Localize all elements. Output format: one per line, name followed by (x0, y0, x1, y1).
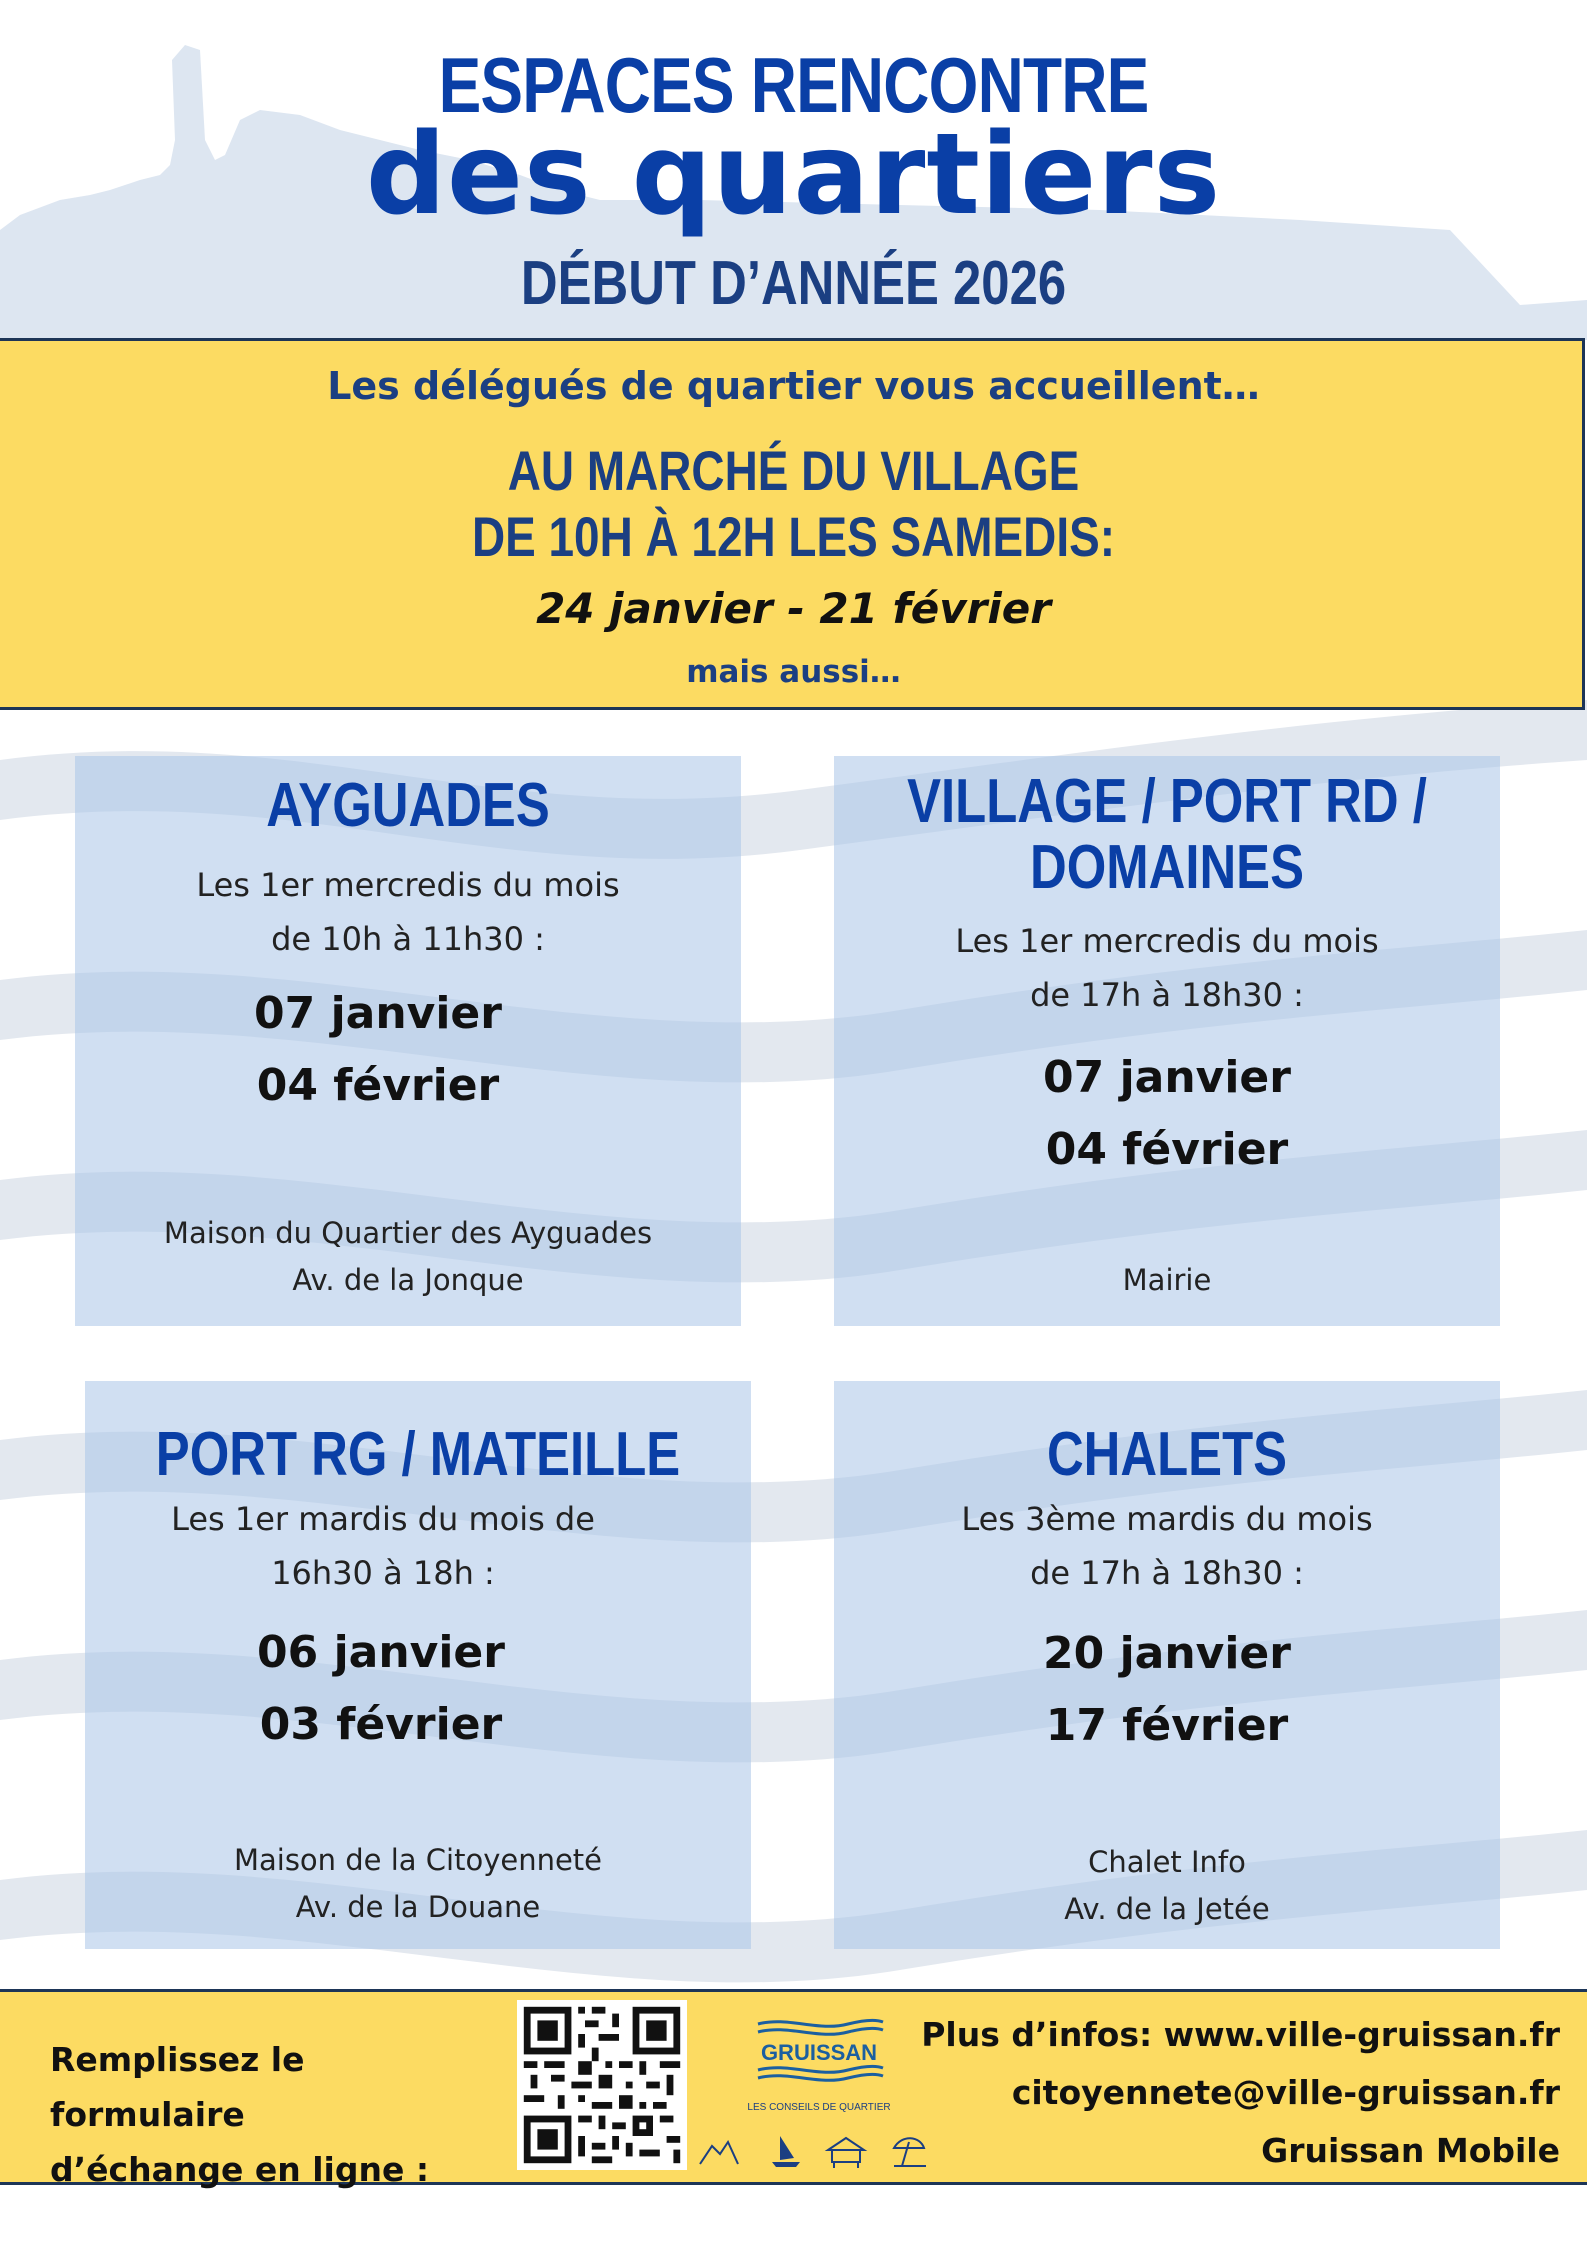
card-date-1: 07 janvier (254, 988, 502, 1039)
card-schedule-1: Les 3ème mardis du mois (961, 1500, 1373, 1538)
card-schedule-1: Les 1er mardis du mois de (171, 1500, 595, 1538)
card-port-rg-mateille (85, 1381, 751, 1949)
card-place-2: Av. de la Douane (295, 1890, 541, 1924)
card-title: CHALETS (1046, 1420, 1288, 1489)
card-place-1: Chalet Info (1088, 1845, 1246, 1879)
card-date-2: 04 février (1045, 1124, 1289, 1175)
card-title: VILLAGE / PORT RD / (907, 767, 1427, 836)
card-place-2: Av. de la Jetée (1064, 1892, 1270, 1926)
subtitle: DÉBUT D’ANNÉE 2026 (520, 249, 1067, 318)
logo-name: GRUISSAN (760, 2040, 878, 2065)
card-title: AYGUADES (266, 771, 550, 840)
mountain-icon (700, 2142, 738, 2164)
form-line-2: d’échange en ligne : (50, 2150, 430, 2189)
market-dates: 24 janvier - 21 février (536, 584, 1051, 633)
market-more: mais aussi… (686, 654, 901, 690)
card-schedule-1: Les 1er mercredis du mois (196, 866, 620, 904)
card-schedule-2: de 10h à 11h30 : (271, 920, 545, 958)
card-title-2: DOMAINES (1029, 833, 1304, 902)
logo-tagline: LES CONSEILS DE QUARTIER (747, 2102, 891, 2113)
card-title: PORT RG / MATEILLE (155, 1420, 681, 1489)
market-intro: Les délégués de quartier vous accueillent… (327, 364, 1260, 408)
card-date-2: 03 février (259, 1699, 503, 1750)
logo-image (698, 2004, 938, 2176)
title-line-2: des quartiers (365, 110, 1222, 240)
card-place-2: Mairie (1122, 1263, 1212, 1297)
card-village-port-rd-domaines (834, 756, 1500, 1326)
card-date-2: 17 février (1045, 1700, 1289, 1751)
qr-code[interactable] (517, 2000, 687, 2170)
form-line-1: Remplissez le formulaire (50, 2040, 305, 2134)
title-line-1: ESPACES RENCONTRE (438, 41, 1149, 129)
sailboat-icon (772, 2136, 800, 2167)
card-date-1: 07 janvier (1043, 1052, 1291, 1103)
form-invitation (50, 2032, 510, 2197)
contact-info (920, 2006, 1560, 2180)
card-place-2: Av. de la Jonque (292, 1263, 524, 1297)
card-date-2: 04 février (256, 1060, 500, 1111)
card-schedule-2: de 17h à 18h30 : (1030, 976, 1304, 1014)
chalet-icon (828, 2138, 864, 2168)
card-place-1: Maison du Quartier des Ayguades (163, 1216, 653, 1250)
qr-code-image (517, 2000, 687, 2170)
card-date-1: 06 janvier (257, 1627, 505, 1678)
card-schedule-2: de 17h à 18h30 : (1030, 1554, 1304, 1592)
info-app: Gruissan Mobile (1261, 2131, 1560, 2170)
card-chalets (834, 1381, 1500, 1949)
gruissan-logo (698, 2004, 938, 2176)
market-heading-2: DE 10H À 12H LES SAMEDIS: (471, 505, 1116, 568)
card-place-1: Maison de la Citoyenneté (233, 1843, 603, 1877)
card-schedule-1: Les 1er mercredis du mois (955, 922, 1379, 960)
market-heading-1: AU MARCHÉ DU VILLAGE (507, 439, 1080, 502)
card-schedule-2: 16h30 à 18h : (271, 1554, 495, 1592)
card-date-1: 20 janvier (1043, 1628, 1291, 1679)
info-website[interactable]: Plus d’infos: www.ville-gruissan.fr (921, 2015, 1560, 2054)
card-ayguades (75, 756, 741, 1326)
info-email[interactable]: citoyennete@ville-gruissan.fr (1011, 2073, 1560, 2112)
